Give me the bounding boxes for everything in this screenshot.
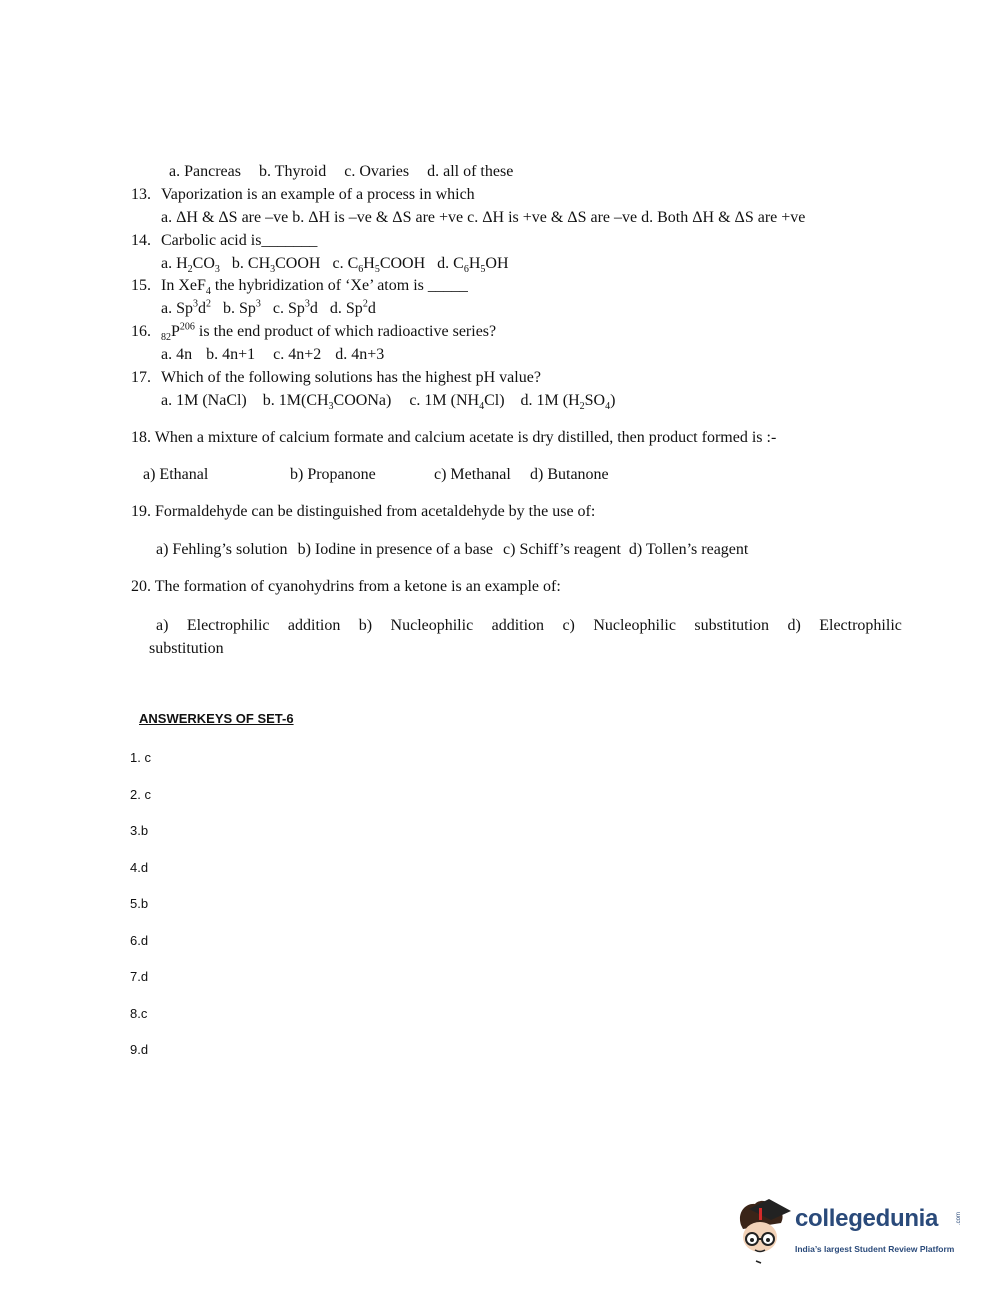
q20-options-continued: substitution <box>149 640 224 657</box>
q19-option-b: b) Iodine in presence of a base <box>297 541 494 558</box>
q16-option-a: a. 4n <box>161 346 193 363</box>
q18-question: 18. When a mixture of calcium formate and calcium acetate is dry distilled, then product formed is :- <box>131 429 777 446</box>
q17-option-a: a. 1M (NaCl) <box>161 392 247 409</box>
q20-options <box>149 614 902 660</box>
q13-number: 13. <box>131 186 151 203</box>
q15-option-a: a. $Sp^3d^2$ <box>161 298 211 317</box>
q16-option-d: d. 4n+3 <box>335 346 385 363</box>
q16-text: $_{82}P^{206}$ is the end product of which radioactive series? <box>161 321 497 344</box>
q15-option-c: c. Sp$^3$d <box>272 298 318 317</box>
q16-option-c: c. 4n+2 <box>273 346 322 363</box>
q14-number: 14. <box>131 232 151 249</box>
q12-option-d: d. all of these <box>427 163 514 180</box>
q17-text: Which of the following solutions has the highest pH value? <box>161 369 541 386</box>
answer-item: 8.c <box>130 1006 148 1021</box>
q13-question <box>131 185 475 205</box>
answer-item: 6.d <box>130 933 149 948</box>
q18-option-a: a) Ethanal <box>143 466 209 483</box>
q13-text: Vaporization is an example of a process in which <box>161 186 475 203</box>
q18-option-d: d) Butanone <box>530 466 609 483</box>
q15-option-d: d. Sp$^2$d <box>329 298 376 317</box>
mascot-icon <box>735 1195 793 1267</box>
answer-item: 2. c <box>130 787 151 802</box>
q17-option-c: c. 1M $(NH_4Cl)$ <box>409 392 505 413</box>
q14-option-c: c. $C_6H_5COOH$ <box>332 255 426 276</box>
q19-options <box>156 540 756 560</box>
q14-question <box>131 231 317 251</box>
answer-item: 5.b <box>130 896 149 911</box>
q14-options <box>161 254 517 274</box>
q15-text: In XeF$_4$ the hybridization of ‘Xe’ atom is _____ <box>161 277 468 298</box>
q15-question <box>131 276 468 296</box>
collegedunia-logo <box>735 1195 965 1270</box>
q19-option-c: c) Schiff’s reagent <box>503 541 621 558</box>
q12-option-a: a. Pancreas <box>169 163 241 180</box>
q16-question <box>131 322 496 342</box>
q17-option-b: b. $1M(CH_3COONa)$ <box>262 392 392 413</box>
q19-question: 19. Formaldehyde can be distinguished from acetaldehyde by the use of: <box>131 503 596 520</box>
answer-item: 3.b <box>130 823 149 838</box>
answer-item: 9.d <box>130 1042 149 1057</box>
q12-option-c: c. Ovaries <box>344 163 410 180</box>
q16-option-b: b. 4n+1 <box>206 346 256 363</box>
q18-option-c: c) Methanal <box>434 466 511 483</box>
q17-number: 17. <box>131 369 151 386</box>
q14-option-b: b. $CH_3COOH$ <box>231 255 321 276</box>
q20-question: 20. The formation of cyanohydrins from a ketone is an example of: <box>131 578 561 595</box>
answer-item: 7.d <box>130 969 149 984</box>
q17-option-d: d. 1M $(H_2SO_4)$ <box>520 392 616 413</box>
answer-item: 1. c <box>130 750 151 765</box>
q15-options <box>161 299 384 319</box>
q13-options: a. ΔH & ΔS are –ve b. ΔH is –ve & ΔS are +ve c. ΔH is +ve & ΔS are –ve d. Both ΔH & ΔS are +ve <box>161 209 806 226</box>
q17-options <box>161 391 623 411</box>
q12-option-b: b. Thyroid <box>258 163 327 180</box>
logo-tagline: India’s largest Student Review Platform <box>795 1244 955 1254</box>
q17-question <box>131 368 541 388</box>
q16-number: 16. <box>131 323 151 340</box>
q15-option-b: b. Sp$^3$ <box>223 298 261 317</box>
q20-options-line: a) Electrophilic addition b) Nucleophilic addition c) Nucleophilic substitution d) Electrophilic <box>156 617 902 634</box>
answer-item: 4.d <box>130 860 149 875</box>
q15-number: 15. <box>131 277 151 294</box>
q14-text: Carbolic acid is_______ <box>161 232 318 249</box>
answer-key-heading: ANSWERKEYS OF SET-6 <box>139 711 294 726</box>
q12-options <box>169 162 521 182</box>
q16-options <box>161 345 392 365</box>
q18-option-b: b) Propanone <box>290 466 376 483</box>
logo-suffix: .com <box>956 1212 962 1226</box>
logo-wordmark: collegedunia <box>795 1205 939 1232</box>
q14-option-a: a. $H_2CO_3$ <box>161 255 220 276</box>
q19-option-d: d) Tollen’s reagent <box>628 541 749 558</box>
q19-option-a: a) Fehling’s solution <box>156 541 288 558</box>
q14-option-d: d. $C_6H_5OH$ <box>437 255 509 276</box>
